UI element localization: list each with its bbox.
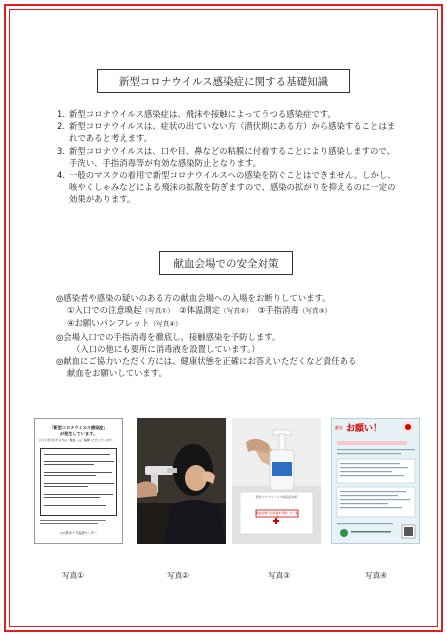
item-text: 新型コロナウイルスは、口や目、鼻などの粘膜に付着することにより感染しますので、手洗い、手指消毒等が有効な感染防止となります。 [69, 145, 395, 168]
list-item [57, 169, 402, 206]
sanitizer-illustration [232, 418, 321, 544]
notice-head-line1: 「新型コロナウイルス感染症」 [49, 425, 108, 430]
photo-ref: （写真①） [141, 307, 174, 316]
item-number: 2. [57, 121, 65, 132]
item-number: 4. [57, 170, 65, 181]
photo-request-pamphlet [331, 418, 420, 544]
heading-basics: 新型コロナウイルス感染症に関する基礎知識 [97, 69, 350, 93]
heading-safety: 献血会場での安全対策 [159, 251, 293, 275]
measure-3: ◎献血にご協力いただく方には、健康状態を正確にお答えいただくなど責任ある [56, 356, 357, 367]
safety-measures [56, 292, 406, 379]
measure-item-2: ②体温測定 [179, 305, 221, 316]
photo-ref: （写真④） [149, 320, 182, 329]
item-text: 新型コロナウイルス感染症は、飛沫や接触によってうつる感染症です。 [69, 109, 336, 119]
notice-head-line2: が発生しています。 [59, 430, 98, 436]
pamphlet-body-illustration [332, 419, 420, 544]
caption-photo-1: 写真① [62, 571, 84, 580]
notice-header [35, 425, 122, 436]
sanitizer-sign-label: 新型コロナウイルス感染症対策 [255, 495, 298, 499]
list-item [57, 108, 402, 120]
item-number: 1. [57, 109, 65, 119]
measure-2: ◎会場入口での手指消毒を徹底し、接触感染を予防します。 [56, 331, 281, 342]
notice-footer: ○○県赤十字血液センター [59, 531, 98, 535]
photo-entrance-notice [34, 418, 123, 544]
measure-3-cont: 献血をお願いしています。 [67, 368, 167, 379]
measure-items-row-2 [56, 317, 406, 330]
caption-photo-4: 写真④ [365, 571, 387, 580]
item-text: 一般のマスクの着用で新型コロナウイルスへの感染を防ぐことはできません。しかし、咳やくしゃみなどによる飛沫の拡散を防ぎますので、感染の拡がりを抑えるのに一定の効果があります。 [69, 170, 396, 205]
photo-hand-sanitizer [232, 418, 321, 544]
photo-ref: （写真②） [220, 307, 253, 316]
measure-item-3: ③手指消毒 [257, 305, 299, 316]
item-number: 3. [57, 145, 65, 156]
sanitizer-sign-note: 献血会場では消毒を実施しています [256, 511, 298, 519]
measure-item-4: ④お願いパンフレット [67, 318, 150, 329]
temperature-check-illustration [137, 418, 226, 544]
pamphlet-tag: 献血 [335, 425, 343, 430]
photo-temperature-check [137, 418, 226, 544]
caption-photo-2: 写真② [167, 571, 189, 580]
measure-2-note: （入口の他にも要所に消毒液を設置しています。） [72, 343, 260, 354]
list-item [57, 145, 402, 169]
measure-items-row-1 [56, 304, 406, 317]
list-item [57, 120, 402, 144]
notice-note: 以下に該当される方は「献血」はご遠慮いただいています。 [39, 438, 115, 442]
item-text: 新型コロナウイルスは、症状の出ていない方（潜伏期にある方）から感染することはまれであると考えます。 [69, 121, 396, 144]
basics-list [57, 108, 402, 206]
photo-ref: （写真③） [298, 307, 332, 316]
pamphlet-title: お願い！ [346, 424, 383, 434]
measure-item-1: ①入口での注意喚起 [67, 305, 142, 316]
measure-1: ◎感染者や感染の疑いのある方の献血会場への入場をお断りしています。 [56, 293, 331, 303]
notice-box [40, 448, 117, 516]
caption-photo-3: 写真③ [268, 571, 290, 580]
